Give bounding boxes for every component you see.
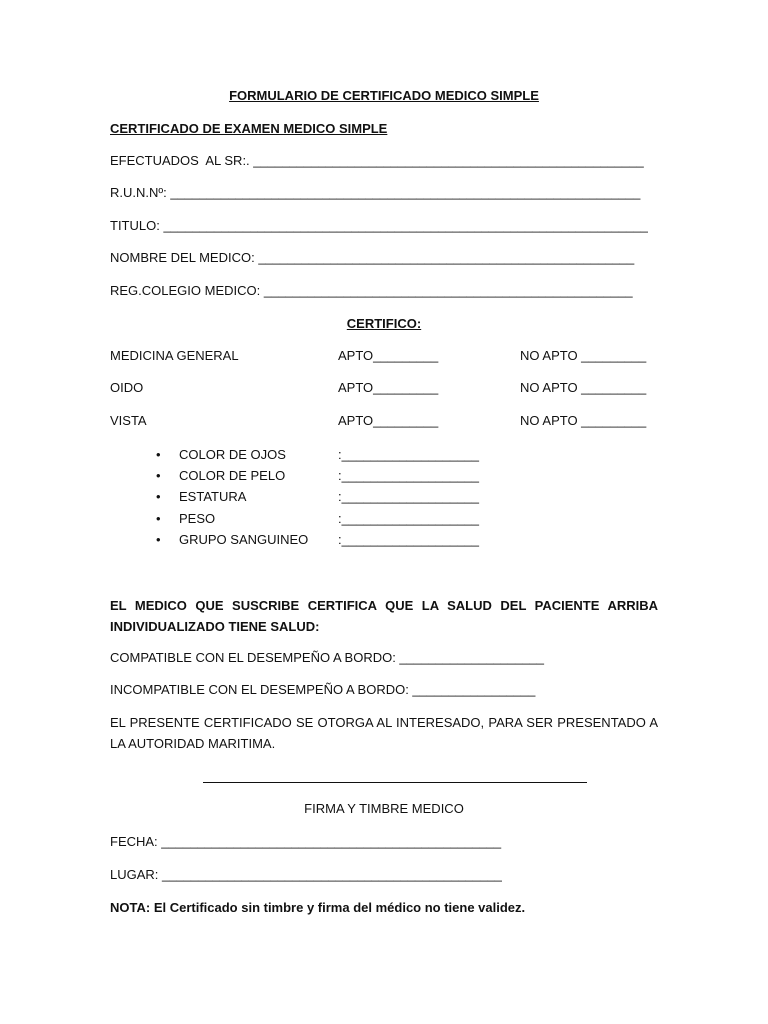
- exam-name-vista: VISTA: [110, 413, 147, 428]
- nota-label: NOTA:: [110, 900, 151, 915]
- runn-field: R.U.N.Nº: _________________________________________________________________: [110, 185, 641, 200]
- exam-name-medicina: MEDICINA GENERAL: [110, 348, 239, 363]
- characteristic-value: :___________________: [338, 447, 479, 462]
- characteristic-label: PESO: [179, 511, 216, 526]
- characteristic-value: :___________________: [338, 468, 479, 483]
- exam-no-apto-medicina: NO APTO _________: [520, 348, 647, 363]
- bullet-icon: •: [156, 511, 161, 526]
- firma-label: FIRMA Y TIMBRE MEDICO: [304, 801, 464, 816]
- exam-apto-oido: APTO_________: [338, 380, 439, 395]
- exam-apto-medicina: APTO_________: [338, 348, 439, 363]
- signature-line: [203, 782, 587, 783]
- certifico-heading: CERTIFICO:: [346, 316, 422, 331]
- fecha-field: FECHA: _______________________________________________: [110, 834, 502, 849]
- otorga-statement: EL PRESENTE CERTIFICADO SE OTORGA AL INTERESADO, PARA SER PRESENTADO A LA AUTORIDAD MARITIMA.: [110, 715, 658, 751]
- document-title: FORMULARIO DE CERTIFICADO MEDICO SIMPLE: [229, 88, 539, 103]
- characteristic-label: ESTATURA: [179, 489, 247, 504]
- reg-colegio-field: REG.COLEGIO MEDICO: ___________________________________________________: [110, 283, 633, 298]
- bullet-icon: •: [156, 468, 161, 483]
- nombre-medico-field: NOMBRE DEL MEDICO: ____________________________________________________: [110, 250, 635, 265]
- characteristic-value: :___________________: [338, 532, 479, 547]
- characteristic-label: COLOR DE OJOS: [179, 447, 286, 462]
- characteristic-label: GRUPO SANGUINEO: [179, 532, 309, 547]
- characteristic-value: :___________________: [338, 489, 479, 504]
- nota-text: El Certificado sin timbre y firma del médico no tiene validez.: [150, 900, 526, 915]
- characteristic-label: COLOR DE PELO: [179, 468, 286, 483]
- bullet-icon: •: [156, 447, 161, 462]
- incompatible-field: INCOMPATIBLE CON EL DESEMPEÑO A BORDO: _________________: [110, 682, 536, 697]
- nota: [110, 900, 525, 916]
- exam-name-oido: OIDO: [110, 380, 144, 395]
- exam-no-apto-oido: NO APTO _________: [520, 380, 647, 395]
- exam-apto-vista: APTO_________: [338, 413, 439, 428]
- characteristic-value: :___________________: [338, 511, 479, 526]
- bullet-icon: •: [156, 532, 161, 547]
- efectuados-field: EFECTUADOS AL SR:. ______________________________________________________: [110, 153, 644, 168]
- titulo-field: TITULO: ___________________________________________________________________: [110, 218, 648, 233]
- bullet-icon: •: [156, 489, 161, 504]
- document-subtitle: CERTIFICADO DE EXAMEN MEDICO SIMPLE: [110, 121, 388, 136]
- exam-no-apto-vista: NO APTO _________: [520, 413, 647, 428]
- lugar-field: LUGAR: _______________________________________________: [110, 867, 502, 882]
- salud-statement: EL MEDICO QUE SUSCRIBE CERTIFICA QUE LA SALUD DEL PACIENTE ARRIBA INDIVIDUALIZADO TIENE SALUD:: [110, 598, 658, 634]
- compatible-field: COMPATIBLE CON EL DESEMPEÑO A BORDO: ____________________: [110, 650, 545, 665]
